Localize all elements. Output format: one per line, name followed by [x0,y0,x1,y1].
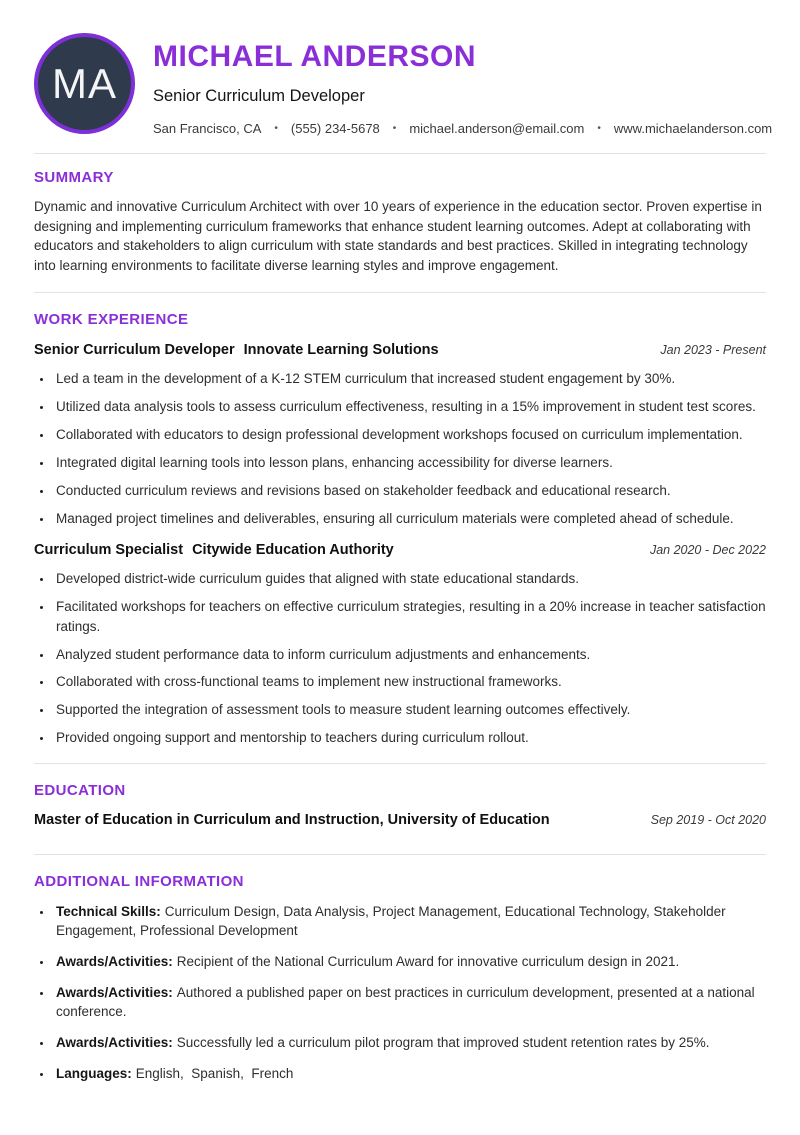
job-title-line [34,342,439,358]
bullet-item: • Provided ongoing support and mentorship to teachers during curriculum rollout. [53,728,766,747]
info-text: English, Spanish, French [135,1066,294,1082]
info-label: Awards/Activities: [56,1035,173,1051]
person-name: MICHAEL ANDERSON [153,40,477,73]
avatar [34,33,135,134]
job-entry [34,542,766,747]
additional-information-heading: ADDITIONAL INFORMATION [34,872,244,890]
work-experience-heading: WORK EXPERIENCE [34,311,189,329]
info-label: Awards/Activities: [56,984,173,1000]
job-dates: Jan 2020 - Dec 2022 [649,543,766,558]
job-bullet-list [34,569,766,747]
education-section [34,782,766,828]
bullet-item: • Led a team in the development of a K-12 STEM curriculum that increased student engagement by 30%. [53,369,766,388]
info-label: Technical Skills: [56,903,161,919]
summary-section [34,169,766,275]
job-title: Senior Curriculum Developer [34,342,235,359]
contact-phone: (555) 234-5678 [290,121,380,136]
contact-row [153,121,772,136]
job-header [34,342,766,358]
info-item [53,983,766,1022]
info-label: Awards/Activities: [56,953,173,969]
person-job-title: Senior Curriculum Developer [153,87,365,105]
additional-information-section [34,873,766,1084]
bullet-item: • Supported the integration of assessment tools to measure student learning outcomes effectively. [53,700,766,719]
job-company: Innovate Learning Solutions [243,342,439,359]
contact-email: michael.anderson@email.com [409,121,585,136]
job-entry [34,342,766,528]
bullet-item: • Analyzed student performance data to inform curriculum adjustments and enhancements. [53,645,766,664]
bullet-item: • Developed district-wide curriculum guides that aligned with state educational standards. [53,569,766,588]
bullet-item: • Utilized data analysis tools to assess curriculum effectiveness, resulting in a 15% improvement in student test scores. [53,397,766,416]
section-divider [34,153,766,154]
avatar-initials: MA [52,59,117,107]
bullet-separator-icon: • [274,123,278,134]
summary-heading: SUMMARY [34,169,114,186]
info-item [53,1064,766,1083]
contact-location: San Francisco, CA [153,121,262,136]
job-company: Citywide Education Authority [192,542,394,559]
bullet-item: • Managed project timelines and deliverables, ensuring all curriculum materials were completed ahead of schedule. [53,509,766,528]
info-label: Languages: [56,1066,132,1082]
summary-text: Dynamic and innovative Curriculum Architect with over 10 years of experience in the education sector. Proven expertise in designing and implementing curriculum frameworks that enhance student learning outcomes. Adept at collaborating with educators and stakeholders to align curriculum with state standards and best practices. Skilled in integrating technology into learning environments to facilitate diverse learning styles and improve engagement. [34,199,762,273]
info-text: Recipient of the National Curriculum Award for innovative curriculum design in 2021. [176,953,680,969]
info-text: Successfully led a curriculum pilot program that improved student retention rates by 25%. [176,1035,710,1051]
bullet-item: • Conducted curriculum reviews and revisions based on stakeholder feedback and educational research. [53,481,766,500]
bullet-item: • Collaborated with educators to design professional development workshops focused on curriculum implementation. [53,425,766,444]
work-experience-section [34,311,766,747]
job-title: Curriculum Specialist [34,542,184,559]
info-item [53,902,766,941]
section-divider [34,763,766,764]
job-title-line [34,542,394,558]
bullet-item: • Facilitated workshops for teachers on effective curriculum strategies, resulting in a 20% increase in teacher satisfaction ratings. [53,597,766,636]
resume-header [34,33,773,136]
header-text [153,33,772,136]
section-divider [34,854,766,855]
education-degree: Master of Education in Curriculum and Instruction, University of Education [34,811,550,828]
section-divider [34,292,766,293]
info-text: Authored a published paper on best practices in curriculum development, presented at a national conference. [56,984,759,1020]
education-heading: EDUCATION [34,781,126,799]
additional-info-list [34,902,766,1084]
contact-website: www.michaelanderson.com [613,121,773,136]
education-dates: Sep 2019 - Oct 2020 [650,812,766,827]
bullet-item: • Integrated digital learning tools into lesson plans, enhancing accessibility for diverse learners. [53,453,766,472]
education-entry [34,812,766,828]
bullet-item: • Collaborated with cross-functional teams to implement new instructional frameworks. [53,672,766,691]
info-text: Curriculum Design, Data Analysis, Project Management, Educational Technology, Stakeholder Engagement, Professional Development [56,903,730,939]
job-dates: Jan 2023 - Present [660,343,766,358]
job-header [34,542,766,558]
job-bullet-list [34,369,766,528]
bullet-separator-icon: • [392,123,397,134]
info-item [53,1033,766,1052]
info-item [53,952,766,971]
bullet-separator-icon: • [597,123,601,134]
